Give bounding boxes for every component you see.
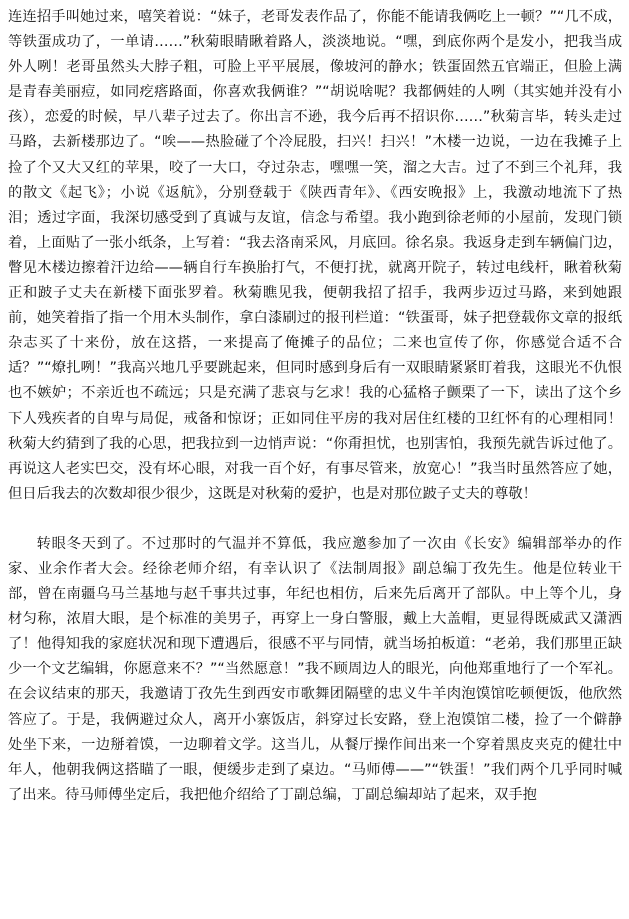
- paragraph-spacer: [8, 507, 622, 532]
- article-page: [8, 5, 622, 919]
- article-paragraph-2: 转眼冬天到了。不过那时的气温并不算低，我应邀参加了一次由《长安》编辑部举办的作家、业余作者大会。经徐老师介绍，有幸认识了《法制周报》副总编丁孜先生。他是位转业干部，曾在南疆乌马兰基地与赵千事共过事，年纪也相仿，后来先后离开了部队。中上等个儿，身材匀称，浓眉大眼，是个标准的美男子，再穿上一身白警服，戴上大盖帽，更显得既威武又潇洒了！他得知我的家庭状况和现下遭遇后，很感不平与同情，就当场拍板道：“老弟，我们那里正缺少一个文艺编辑，你愿意来不？”“当然愿意！”我不顾周边人的眼光，向他郑重地行了一个军礼。在会议结束的那天，我邀请丁孜先生到西安市歌舞团隔壁的忠义牛羊肉泡馍馆吃顿便饭，他欣然答应了。于是，我俩避过众人，离开小寨饭店，斜穿过长安路，登上泡馍馆二楼，捡了一个僻静处坐下来，一边掰着馍，一边聊着文学。这当儿，从餐厅操作间出来一个穿着黑皮夹克的健壮中年人，他朝我俩这搭瞄了一眼，便缓步走到了桌边。“马师傅——”“铁蛋！”我们两个几乎同时喊了出来。待马师傅坐定后，我把他介绍给了丁副总编，丁副总编却站了起来，双手抱: [8, 535, 622, 803]
- article-paragraph-1: 连连招手叫她过来，嘻笑着说：“妹子，老哥发表作品了，你能不能请我俩吃上一顿？”“几不成，等铁蛋成功了，一单请……”秋菊眼睛瞅着路人，淡淡地说。“嘿，到底你两个是发小，把我当成外人咧！老哥虽然头大脖子粗，可脸上平平展展，像坡河的静水；铁蛋固然五官端正，但脸上满是青春美丽痘，如同疙瘩路面，你喜欢我俩谁？”“胡说啥呢？我都俩娃的人咧（其实她并没有小孩），恋爱的时候，早八辈子过去了。你出言不逊，我今后再不招识你……”秋菊言毕，转头走过马路，去新楼那边了。“唉——热脸碰了个冷屁股，扫兴！扫兴！”木楼一边说，一边在我摊子上捡了个又大又红的苹果，咬了一大口，夺过杂志，嘿嘿一笑，溜之大吉。过了不到三个礼拜，我的散文《起飞》；小说《返航》，分别登载于《陕西青年》、《西安晚报》上，我激动地流下了热泪；透过字面，我深切感受到了真诚与友谊，信念与希望。我小跑到徐老师的小屋前，发现门锁着，上面贴了一张小纸条，上写着：“我去洛南采风，月底回。徐名泉。我返身走到车辆偏门边，瞥见木楼边擦着汗边给——辆自行车换胎打气，不便打扰，就离开院子，转过电线杆，瞅着秋菊正和跛子丈夫在新楼下面张罗着。秋菊瞧见我，便朝我招了招手，我两步迈过马路，来到她跟前，她笑着指了指一个用木头制作，拿白漆刷过的报刊栏道：“铁蛋哥，妹子把登载你文章的报纸杂志买了十来份，放在这搭，一来提高了俺摊子的品位；二来也宣传了你，你感觉合适不合适？”“燎扎咧！”我高兴地几乎要跳起来，但同时感到身后有一双眼睛紧紧盯着我，这眼光不仇恨也不嫉妒；不亲近也不疏远；只是充满了悲哀与乞求！我的心猛格子颤栗了一下，读出了这个乡下人残疾者的自卑与局促，戒备和惊讶；正如同住平房的我对居住红楼的卫红怀有的心理相同！秋菊大约猜到了我的心思，把我拉到一边悄声说：“你甭担忧，也别害怕，我预先就告诉过他了。再说这人老实巴交，没有坏心眼，对我一百个好，有事尽管来，放宽心！”我当时虽然答应了她，但日后我去的次数却很少很少，这既是对秋菊的爱护，也是对那位跛子丈夫的尊敬！: [8, 9, 622, 502]
